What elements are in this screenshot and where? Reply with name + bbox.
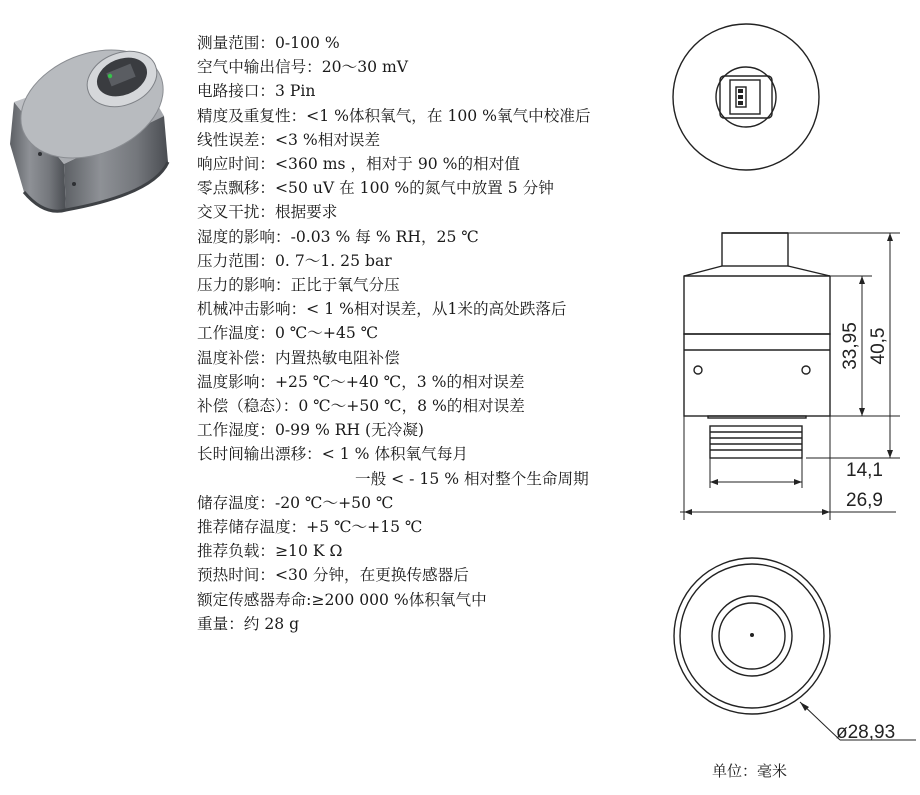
- dim-height-body: 33,95: [840, 322, 861, 370]
- spec-row: [197, 491, 667, 515]
- spec-value: 正比于氧气分压: [290, 276, 400, 295]
- spec-label: 预热时间：: [197, 566, 275, 585]
- spec-row: [197, 321, 667, 345]
- spec-label: 机械冲击影响：: [197, 300, 307, 319]
- bottom-view-center-hole: [750, 633, 754, 637]
- spec-row: [197, 297, 667, 321]
- spec-value: 0-100 %: [274, 34, 340, 52]
- spec-value: <1 %体积氧气，在 100 %氧气中校准后: [306, 106, 591, 125]
- spec-row: [197, 104, 667, 128]
- spec-row: [197, 152, 667, 176]
- top-view: [673, 24, 819, 170]
- spec-value: <3 %相对误差: [274, 130, 381, 149]
- spec-row: [197, 128, 667, 152]
- spec-row: [197, 539, 667, 563]
- spec-row: [197, 225, 667, 249]
- spec-label: 储存温度：: [197, 493, 275, 512]
- spec-row: [197, 55, 667, 79]
- spec-label: 电路接口：: [197, 82, 275, 101]
- spec-value: <50 uV 在 100 %的氮气中放置 5 分钟: [274, 179, 554, 198]
- spec-label: 补偿（稳态）：: [197, 397, 299, 416]
- spec-value: 0-99 % RH (无冷凝): [274, 421, 424, 440]
- spec-label: 响应时间：: [197, 155, 275, 174]
- spec-row: [197, 176, 667, 200]
- spec-row: [197, 31, 667, 55]
- spec-value: <30 分钟，在更换传感器后: [274, 566, 469, 585]
- spec-row: [197, 563, 667, 587]
- top-view-pins: [738, 89, 743, 105]
- spec-value: 一般 < - 15 % 相对整个生命周期: [355, 469, 589, 488]
- spec-value: +5 ℃～+15 ℃: [306, 518, 423, 537]
- spec-label: 测量范围：: [197, 34, 275, 52]
- spec-row: [197, 370, 667, 394]
- spec-label: 长时间输出漂移：: [197, 445, 322, 464]
- spec-label: 额定传感器寿命:: [197, 590, 312, 609]
- spec-row: [197, 200, 667, 224]
- spec-label: 压力的影响：: [197, 276, 291, 295]
- spec-value: -20 ℃～+50 ℃: [274, 493, 394, 512]
- spec-value: 3 Pin: [274, 82, 316, 101]
- spec-label: 推荐负载：: [197, 542, 275, 561]
- spec-label: 交叉干扰：: [197, 203, 275, 222]
- spec-label: 精度及重复性：: [197, 106, 307, 125]
- spec-value: 0. 7～1. 25 bar: [274, 251, 392, 270]
- spec-value: <360 ms ，相对于 90 %的相对值: [274, 155, 520, 174]
- spec-value: +25 ℃～+40 ℃，3 %的相对误差: [274, 372, 525, 391]
- spec-row: [197, 442, 667, 466]
- sensor-photo: [4, 24, 180, 220]
- spec-row: [197, 588, 667, 612]
- spec-row: [197, 394, 667, 418]
- spec-row: [197, 273, 667, 297]
- dim-diameter: ø28,93: [836, 722, 896, 743]
- spec-value: ≥200 000 %体积氧气中: [311, 590, 487, 609]
- spec-label: 线性误差：: [197, 130, 275, 149]
- spec-value: 内置热敏电阻补偿: [274, 348, 400, 367]
- spec-value: 根据要求: [274, 203, 338, 222]
- dim-width-thread: 14,1: [846, 460, 883, 481]
- spec-value: 0 ℃～+45 ℃: [274, 324, 379, 343]
- spec-label: 空气中输出信号：: [197, 58, 322, 77]
- spec-row: [197, 249, 667, 273]
- spec-value: 约 28 g: [243, 614, 300, 633]
- spec-label: 工作湿度：: [197, 421, 275, 440]
- spec-row: [197, 418, 667, 442]
- spec-row: [197, 79, 667, 103]
- spec-label: 推荐储存温度：: [197, 518, 307, 537]
- spec-row: [197, 612, 667, 636]
- spec-value: 20～30 mV: [321, 58, 409, 77]
- spec-label: 工作温度：: [197, 324, 275, 343]
- spec-label: 温度补偿：: [197, 348, 275, 367]
- spec-label: 压力范围：: [197, 251, 275, 270]
- spec-label: 零点飘移：: [197, 179, 275, 198]
- spec-row: [197, 515, 667, 539]
- spec-label: 温度影响：: [197, 372, 275, 391]
- spec-list: [197, 31, 667, 636]
- spec-label: 重量：: [197, 614, 244, 633]
- spec-value: < 1 % 体积氧气每月: [321, 445, 469, 464]
- spec-row: [197, 346, 667, 370]
- technical-drawing: [660, 18, 918, 758]
- spec-label: 湿度的影响：: [197, 227, 291, 246]
- spec-value: 0 ℃～+50 ℃，8 %的相对误差: [298, 397, 525, 416]
- dim-height-total: 40,5: [868, 327, 889, 365]
- spec-value: -0.03 % 每 % RH，25 ℃: [290, 227, 479, 246]
- spec-value: ≥10 K Ω: [274, 542, 343, 561]
- spec-value: < 1 %相对误差，从1米的高处跌落后: [306, 300, 567, 319]
- spec-row: [197, 467, 667, 491]
- dim-width-body: 26,9: [846, 490, 883, 511]
- side-view: [684, 233, 830, 458]
- unit-note: 单位：毫米: [712, 762, 788, 780]
